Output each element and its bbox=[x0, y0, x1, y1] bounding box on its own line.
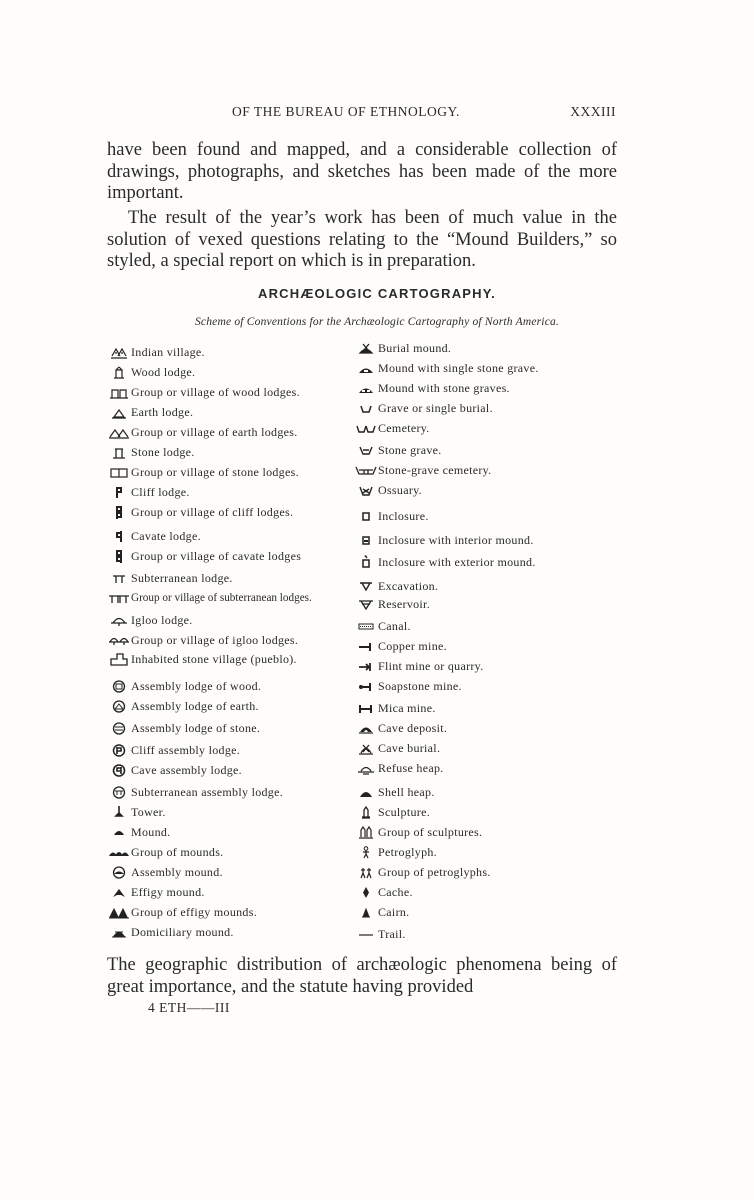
excavation-icon bbox=[355, 579, 377, 593]
legend-item: Cliff assembly lodge. bbox=[108, 742, 240, 758]
cave-burial-icon bbox=[355, 741, 377, 755]
cave-deposit-icon bbox=[355, 721, 377, 735]
soapstone-mine-icon bbox=[355, 679, 377, 693]
legend-item: Cave assembly lodge. bbox=[108, 762, 242, 778]
paragraph-continued: have been found and mapped, and a considerable collection of drawings, photographs, and sketches has been made of the more important. bbox=[107, 140, 617, 203]
legend-item: Stone grave. bbox=[355, 442, 442, 458]
legend-item: Group of mounds. bbox=[108, 844, 223, 860]
legend-item: Mound with stone graves. bbox=[355, 380, 510, 396]
stone-lodges-group-icon bbox=[108, 465, 130, 479]
legend-item: Grave or single burial. bbox=[355, 400, 493, 416]
legend-item: Group or village of cliff lodges. bbox=[108, 504, 293, 520]
stone-lodge-icon bbox=[108, 445, 130, 459]
legend-item: Stone lodge. bbox=[108, 444, 195, 460]
legend-item: Canal. bbox=[355, 618, 411, 634]
legend-item: Sculpture. bbox=[355, 804, 430, 820]
signature-mark: 4 ETH——III bbox=[148, 1000, 230, 1015]
cavate-lodges-group-icon bbox=[108, 549, 130, 563]
tower-icon bbox=[108, 805, 130, 819]
legend-item: Group or village of wood lodges. bbox=[108, 384, 300, 400]
copper-mine-icon bbox=[355, 639, 377, 653]
legend-item: Burial mound. bbox=[355, 340, 451, 356]
cavate-lodge-icon bbox=[108, 529, 130, 543]
legend-item: Refuse heap. bbox=[355, 760, 444, 776]
mound-stone-graves-icon bbox=[355, 381, 377, 395]
legend-item: Soapstone mine. bbox=[355, 678, 462, 694]
canal-icon bbox=[355, 619, 377, 633]
subterranean-assembly-lodge-icon bbox=[108, 785, 130, 799]
legend-item: Group or village of cavate lodges bbox=[108, 548, 301, 564]
legend-item: Shell heap. bbox=[355, 784, 435, 800]
wood-lodge-icon bbox=[108, 365, 130, 379]
legend-item: Assembly lodge of earth. bbox=[108, 698, 259, 714]
legend-item: Excavation. bbox=[355, 578, 438, 594]
mounds-group-icon bbox=[108, 845, 130, 859]
wood-assembly-lodge-icon bbox=[108, 679, 130, 693]
legend-item: Subterranean lodge. bbox=[108, 570, 233, 586]
grave-icon bbox=[355, 401, 377, 415]
page-number: XXXIII bbox=[570, 104, 616, 119]
legend-item: Wood lodge. bbox=[108, 364, 195, 380]
legend-item: Assembly lodge of stone. bbox=[108, 720, 260, 736]
sculpture-icon bbox=[355, 805, 377, 819]
legend-item: Group or village of subterranean lodges. bbox=[108, 590, 312, 606]
petroglyphs-group-icon bbox=[355, 865, 377, 879]
effigy-mound-icon bbox=[108, 885, 130, 899]
indian-village-icon bbox=[108, 345, 130, 359]
domiciliary-mound-icon bbox=[108, 925, 130, 939]
scheme-caption: Scheme of Conventions for the Archæologic Cartography of North America. bbox=[194, 316, 560, 328]
reservoir-icon bbox=[355, 597, 377, 611]
wood-lodges-group-icon bbox=[108, 385, 130, 399]
igloo-lodge-icon bbox=[108, 613, 130, 627]
legend-item: Domiciliary mound. bbox=[108, 924, 234, 940]
legend-item: Indian village. bbox=[108, 344, 205, 360]
pueblo-icon bbox=[108, 652, 130, 666]
legend-item: Subterranean assembly lodge. bbox=[108, 784, 283, 800]
assembly-mound-icon bbox=[108, 865, 130, 879]
legend-item: Reservoir. bbox=[355, 596, 430, 612]
earth-lodge-icon bbox=[108, 405, 130, 419]
petroglyph-icon bbox=[355, 845, 377, 859]
running-head-title: OF THE BUREAU OF ETHNOLOGY. bbox=[232, 104, 460, 119]
legend-item: Group of petroglyphs. bbox=[355, 864, 491, 880]
legend-item: Assembly mound. bbox=[108, 864, 223, 880]
subterranean-lodges-group-icon bbox=[108, 591, 130, 605]
legend-item: Inhabited stone village (pueblo). bbox=[108, 651, 297, 667]
legend-item: Tower. bbox=[108, 804, 166, 820]
mound-icon bbox=[108, 825, 130, 839]
shell-heap-icon bbox=[355, 785, 377, 799]
legend-item: Earth lodge. bbox=[108, 404, 193, 420]
mound-single-stone-grave-icon bbox=[355, 361, 377, 375]
legend-item: Mound with single stone grave. bbox=[355, 360, 539, 376]
legend-item: Group or village of stone lodges. bbox=[108, 464, 299, 480]
paragraph-closing: The geographic distribution of archæologic phenomena being of great importance, and the statute having provided bbox=[107, 955, 617, 997]
cairn-icon bbox=[355, 905, 377, 919]
section-title: ARCHÆOLOGIC CARTOGRAPHY. bbox=[257, 286, 496, 301]
legend-item: Group or village of earth lodges. bbox=[108, 424, 298, 440]
trail-icon bbox=[355, 927, 377, 941]
cliff-lodges-group-icon bbox=[108, 505, 130, 519]
legend-item: Mica mine. bbox=[355, 700, 436, 716]
legend-item: Mound. bbox=[108, 824, 170, 840]
legend-item: Trail. bbox=[355, 926, 406, 942]
legend-item: Cache. bbox=[355, 884, 413, 900]
earth-lodges-group-icon bbox=[108, 425, 130, 439]
stone-grave-cemetery-icon bbox=[355, 463, 377, 477]
legend-item: Copper mine. bbox=[355, 638, 447, 654]
legend-item: Group of sculptures. bbox=[355, 824, 482, 840]
legend-item: Cave burial. bbox=[355, 740, 440, 756]
stone-assembly-lodge-icon bbox=[108, 721, 130, 735]
legend-item: Stone-grave cemetery. bbox=[355, 462, 491, 478]
mica-mine-icon bbox=[355, 701, 377, 715]
legend-item: Effigy mound. bbox=[108, 884, 205, 900]
cliff-assembly-lodge-icon bbox=[108, 743, 130, 757]
sculptures-group-icon bbox=[355, 825, 377, 839]
cave-assembly-lodge-icon bbox=[108, 763, 130, 777]
legend-item: Flint mine or quarry. bbox=[355, 658, 484, 674]
legend-item: Group of effigy mounds. bbox=[108, 904, 257, 920]
cliff-lodge-icon bbox=[108, 485, 130, 499]
stone-grave-icon bbox=[355, 443, 377, 457]
legend-item: Group or village of igloo lodges. bbox=[108, 632, 298, 648]
paragraph-result: The result of the year’s work has been of much value in the solution of vexed questions relating to the “Mound Builders,” so styled, a special report on which is in preparation. bbox=[107, 208, 617, 271]
cemetery-icon bbox=[355, 421, 377, 435]
burial-mound-icon bbox=[355, 341, 377, 355]
legend-item: Inclosure. bbox=[355, 508, 429, 524]
earth-assembly-lodge-icon bbox=[108, 699, 130, 713]
legend-item: Cliff lodge. bbox=[108, 484, 190, 500]
ossuary-icon bbox=[355, 483, 377, 497]
legend-item: Cairn. bbox=[355, 904, 409, 920]
legend-item: Cavate lodge. bbox=[108, 528, 201, 544]
refuse-heap-icon bbox=[355, 761, 377, 775]
cache-icon bbox=[355, 885, 377, 899]
inclosure-exterior-mound-icon bbox=[355, 555, 377, 569]
flint-mine-icon bbox=[355, 659, 377, 673]
legend-item: Cave deposit. bbox=[355, 720, 447, 736]
legend-item: Petroglyph. bbox=[355, 844, 437, 860]
legend-item: Assembly lodge of wood. bbox=[108, 678, 261, 694]
subterranean-lodge-icon bbox=[108, 571, 130, 585]
legend-item: Igloo lodge. bbox=[108, 612, 193, 628]
legend-item: Inclosure with interior mound. bbox=[355, 532, 534, 548]
legend-item: Inclosure with exterior mound. bbox=[355, 554, 536, 570]
inclosure-interior-mound-icon bbox=[355, 533, 377, 547]
legend-item: Ossuary. bbox=[355, 482, 422, 498]
legend-item: Cemetery. bbox=[355, 420, 430, 436]
igloo-lodges-group-icon bbox=[108, 633, 130, 647]
effigy-mounds-group-icon bbox=[108, 905, 130, 919]
inclosure-icon bbox=[355, 509, 377, 523]
